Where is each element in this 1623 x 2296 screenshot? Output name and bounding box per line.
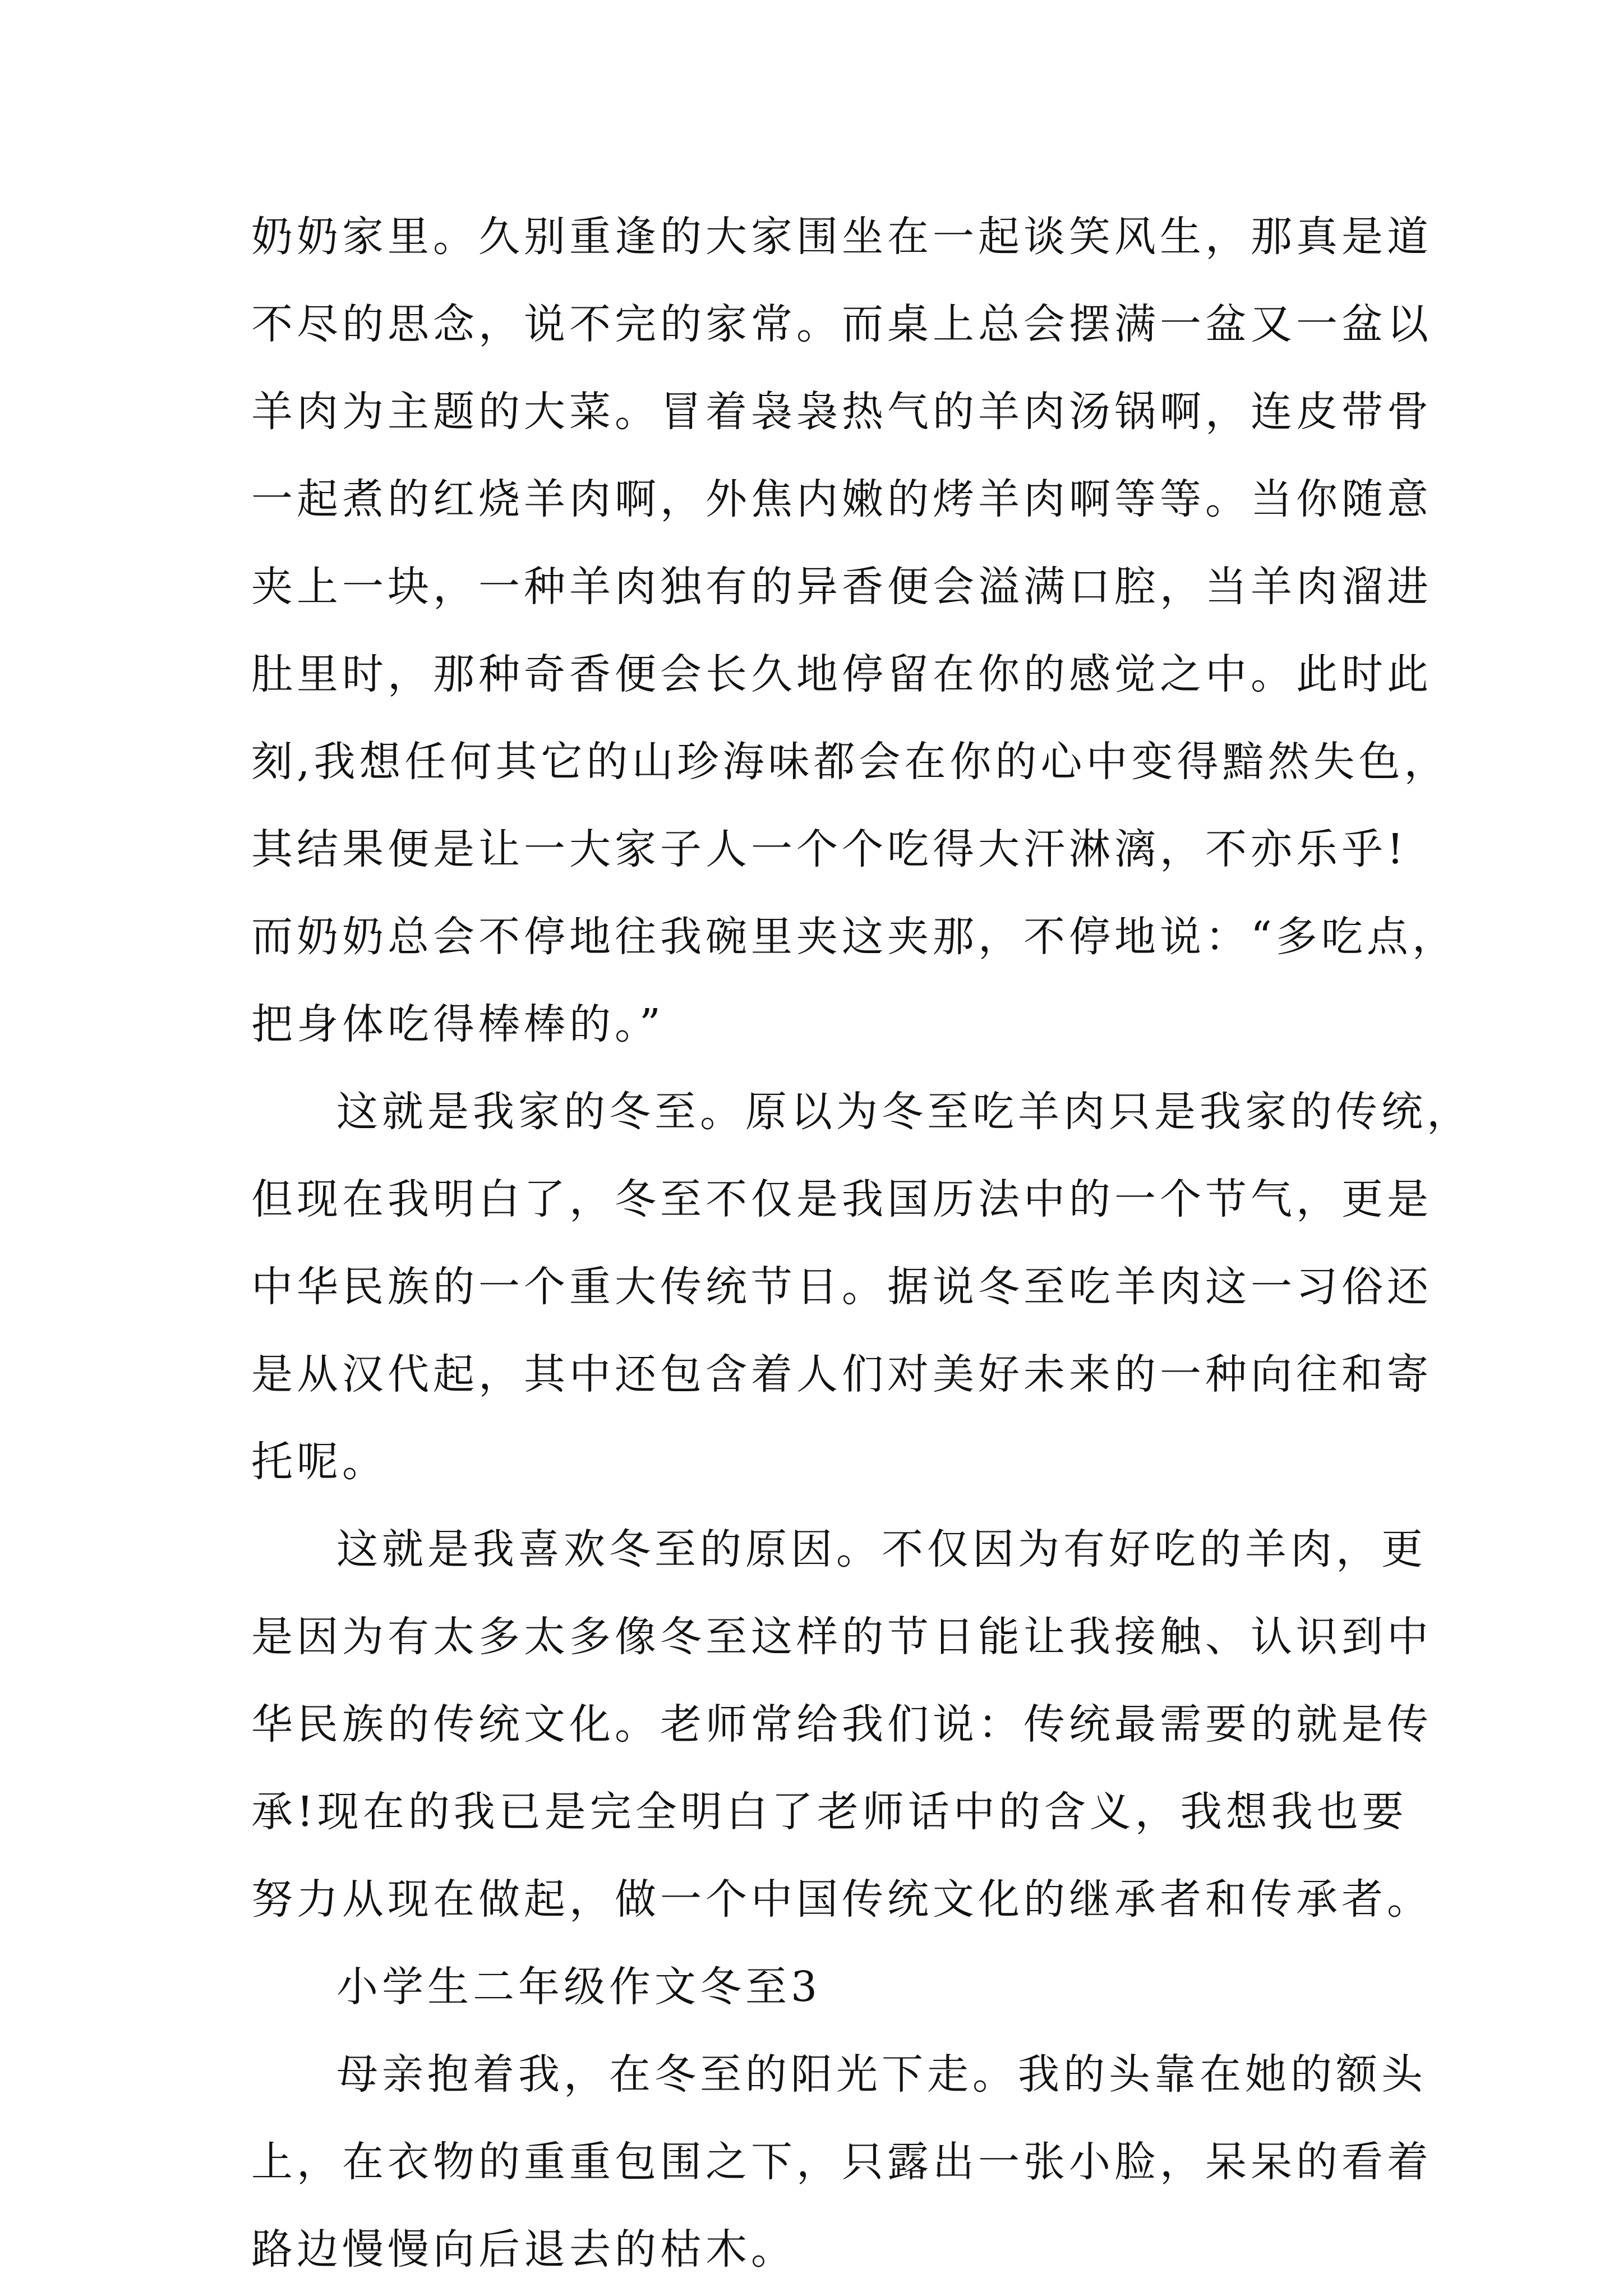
text-line: 托呢。 [251, 1438, 388, 1486]
text-line: 是从汉代起，其中还包含着人们对美好未来的一种向往和寄 [251, 1350, 1432, 1398]
text-line: 华民族的传统文化。老师常给我们说：传统最需要的就是传 [251, 1700, 1432, 1749]
text-line: 肚里时，那种奇香便会长久地停留在你的感觉之中。此时此 [251, 650, 1432, 698]
section-heading: 小学生二年级作文冬至3 [336, 1963, 822, 2011]
text-line: 夹上一块，一种羊肉独有的异香便会溢满口腔，当羊肉溜进 [251, 563, 1432, 611]
text-line: 一起煮的红烧羊肉啊，外焦内嫩的烤羊肉啊等等。当你随意 [251, 475, 1432, 523]
text-line: 努力从现在做起，做一个中国传统文化的继承者和传承者。 [251, 1875, 1432, 1924]
text-line: 但现在我明白了，冬至不仅是我国历法中的一个节气，更是 [251, 1175, 1432, 1223]
text-line: 不尽的思念，说不完的家常。而桌上总会摆满一盆又一盆以 [251, 300, 1432, 348]
text-line: 而奶奶总会不停地往我碗里夹这夹那，不停地说：“多吃点， [251, 913, 1458, 961]
paragraph-first-line: 这就是我家的冬至。原以为冬至吃羊肉只是我家的传统， [336, 1088, 1472, 1136]
text-line: 把身体吃得棒棒的。” [251, 1000, 665, 1048]
text-line: 是因为有太多太多像冬至这样的节日能让我接触、认识到中 [251, 1613, 1432, 1661]
text-line: 路边慢慢向后退去的枯木。 [251, 2225, 796, 2274]
text-line: 其结果便是让一大家子人一个个吃得大汗淋漓，不亦乐乎! [251, 825, 1408, 873]
text-line: 奶奶家里。久别重逢的大家围坐在一起谈笑风生，那真是道 [251, 213, 1432, 261]
text-line: 刻,我想任何其它的山珍海味都会在你的心中变得黯然失色， [251, 738, 1450, 786]
text-line: 上，在衣物的重重包围之下，只露出一张小脸，呆呆的看着 [251, 2138, 1432, 2186]
text-line: 承!现在的我已是完全明白了老师话中的含义，我想我也要 [251, 1788, 1408, 1836]
text-line: 中华民族的一个重大传统节日。据说冬至吃羊肉这一习俗还 [251, 1263, 1432, 1311]
paragraph-first-line: 这就是我喜欢冬至的原因。不仅因为有好吃的羊肉，更 [336, 1525, 1427, 1573]
text-line: 羊肉为主题的大菜。冒着袅袅热气的羊肉汤锅啊，连皮带骨 [251, 388, 1432, 436]
paragraph-first-line: 母亲抱着我，在冬至的阳光下走。我的头靠在她的额头 [336, 2050, 1427, 2099]
